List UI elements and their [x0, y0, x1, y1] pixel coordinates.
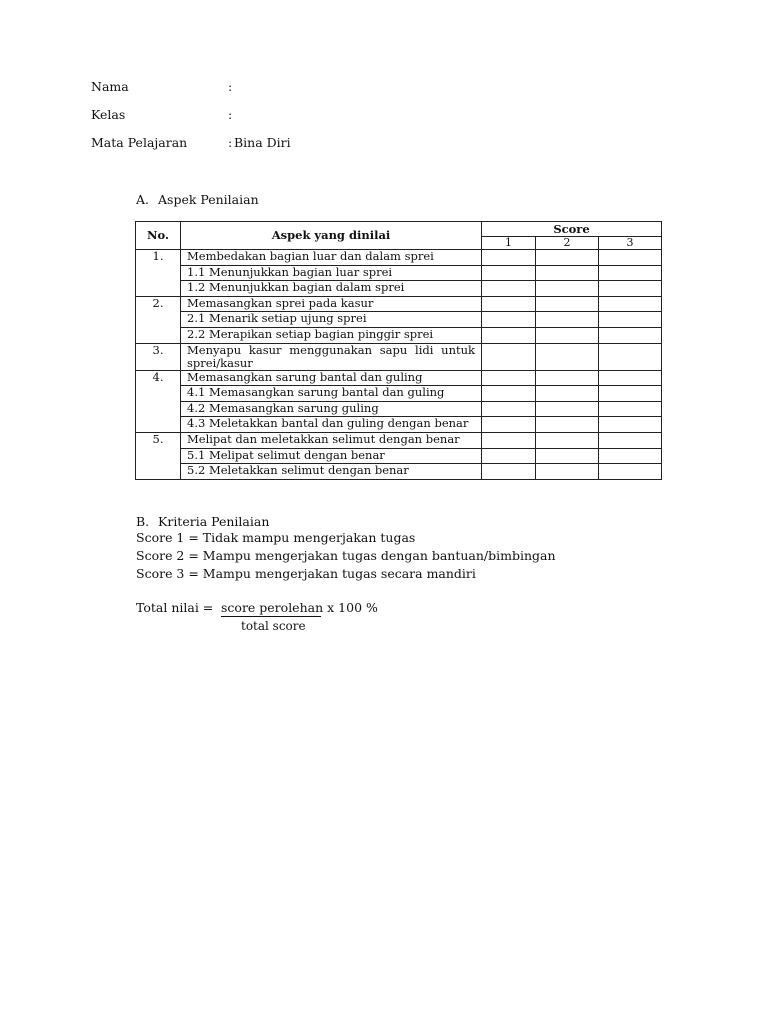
row-number: 1. — [136, 250, 181, 297]
score-2-cell[interactable] — [536, 386, 599, 402]
table-row — [136, 312, 662, 328]
score-3-cell[interactable] — [599, 265, 662, 281]
score-2-cell[interactable] — [536, 432, 599, 448]
table-row — [136, 386, 662, 402]
aspect-cell: Melipat dan meletakkan selimut dengan benar — [181, 432, 482, 448]
formula-numerator: score perolehan — [221, 600, 324, 615]
score-2-cell[interactable] — [536, 401, 599, 417]
header-score-3: 3 — [599, 237, 662, 250]
aspect-cell: 2.1 Menarik setiap ujung sprei — [181, 312, 482, 328]
score-3-cell[interactable] — [599, 386, 662, 402]
score-3-cell[interactable] — [599, 448, 662, 464]
score-2-cell[interactable] — [536, 296, 599, 312]
field-mata-pelajaran — [91, 135, 291, 151]
formula-multiplier: x 100 % — [327, 600, 378, 615]
field-kelas — [91, 107, 234, 123]
score-1-cell[interactable] — [482, 417, 536, 433]
table-row — [136, 265, 662, 281]
section-title: Aspek Penilaian — [158, 192, 259, 207]
field-nama — [91, 79, 234, 95]
score-3-cell[interactable] — [599, 432, 662, 448]
table-row — [136, 296, 662, 312]
section-a-heading — [136, 192, 259, 208]
score-1-cell[interactable] — [482, 250, 536, 266]
table-row — [136, 417, 662, 433]
score-1-cell[interactable] — [482, 281, 536, 297]
formula-denominator: total score — [241, 619, 306, 633]
table-row — [136, 401, 662, 417]
score-2-cell[interactable] — [536, 327, 599, 343]
table-row — [136, 370, 662, 386]
criteria-score-1: Score 1 = Tidak mampu mengerjakan tugas — [136, 530, 416, 545]
header-score-1: 1 — [482, 237, 536, 250]
score-1-cell[interactable] — [482, 386, 536, 402]
row-number: 4. — [136, 370, 181, 432]
criteria-score-2: Score 2 = Mampu mengerjakan tugas dengan bantuan/bimbingan — [136, 548, 556, 563]
formula-label: Total nilai = — [136, 600, 214, 615]
table-row — [136, 250, 662, 266]
criteria-score-3: Score 3 = Mampu mengerjakan tugas secara mandiri — [136, 566, 476, 581]
aspect-cell: 4.1 Memasangkan sarung bantal dan guling — [181, 386, 482, 402]
field-value: Bina Diri — [234, 135, 291, 150]
score-2-cell[interactable] — [536, 448, 599, 464]
aspect-cell: 5.2 Meletakkan selimut dengan benar — [181, 464, 482, 480]
formula-numerator-row — [221, 600, 378, 616]
score-2-cell[interactable] — [536, 250, 599, 266]
field-separator: : — [228, 79, 233, 94]
score-1-cell[interactable] — [482, 370, 536, 386]
score-3-cell[interactable] — [599, 250, 662, 266]
aspect-cell: Membedakan bagian luar dan dalam sprei — [181, 250, 482, 266]
score-3-cell[interactable] — [599, 343, 662, 370]
score-1-cell[interactable] — [482, 343, 536, 370]
table-row — [136, 343, 662, 370]
aspect-cell: 1.1 Menunjukkan bagian luar sprei — [181, 265, 482, 281]
row-number: 3. — [136, 343, 181, 370]
section-marker: B. — [136, 514, 150, 529]
score-2-cell[interactable] — [536, 417, 599, 433]
header-aspect: Aspek yang dinilai — [181, 222, 482, 250]
score-3-cell[interactable] — [599, 370, 662, 386]
table-body — [136, 250, 662, 480]
score-3-cell[interactable] — [599, 327, 662, 343]
table-row — [136, 432, 662, 448]
section-b-heading — [136, 514, 269, 530]
score-1-cell[interactable] — [482, 401, 536, 417]
aspect-cell: Memasangkan sprei pada kasur — [181, 296, 482, 312]
score-2-cell[interactable] — [536, 312, 599, 328]
score-1-cell[interactable] — [482, 432, 536, 448]
score-3-cell[interactable] — [599, 296, 662, 312]
table-row — [136, 448, 662, 464]
section-marker: A. — [136, 192, 150, 207]
aspect-cell: 4.3 Meletakkan bantal dan guling dengan benar — [181, 417, 482, 433]
aspect-cell: 1.2 Menunjukkan bagian dalam sprei — [181, 281, 482, 297]
aspect-cell: 4.2 Memasangkan sarung guling — [181, 401, 482, 417]
aspect-cell: Menyapu kasur menggunakan sapu lidi untuk sprei/kasur — [181, 343, 482, 370]
field-label: Kelas — [91, 107, 126, 122]
score-3-cell[interactable] — [599, 464, 662, 480]
aspect-cell: 2.2 Merapikan setiap bagian pinggir sprei — [181, 327, 482, 343]
section-title: Kriteria Penilaian — [158, 514, 270, 529]
field-separator: : — [228, 135, 233, 150]
header-score-2: 2 — [536, 237, 599, 250]
score-1-cell[interactable] — [482, 296, 536, 312]
score-1-cell[interactable] — [482, 265, 536, 281]
field-label: Nama — [91, 79, 129, 94]
header-no: No. — [136, 222, 181, 250]
assessment-table — [135, 221, 662, 480]
field-separator: : — [228, 107, 233, 122]
row-number: 5. — [136, 432, 181, 479]
score-2-cell[interactable] — [536, 281, 599, 297]
score-1-cell[interactable] — [482, 312, 536, 328]
aspect-cell: Memasangkan sarung bantal dan guling — [181, 370, 482, 386]
row-number: 2. — [136, 296, 181, 343]
score-3-cell[interactable] — [599, 281, 662, 297]
score-3-cell[interactable] — [599, 401, 662, 417]
score-2-cell[interactable] — [536, 464, 599, 480]
table-row — [136, 464, 662, 480]
score-1-cell[interactable] — [482, 464, 536, 480]
aspect-cell: 5.1 Melipat selimut dengan benar — [181, 448, 482, 464]
score-1-cell[interactable] — [482, 327, 536, 343]
header-score: Score — [482, 222, 662, 237]
score-2-cell[interactable] — [536, 370, 599, 386]
table-row — [136, 327, 662, 343]
table-row — [136, 281, 662, 297]
score-2-cell[interactable] — [536, 265, 599, 281]
score-3-cell[interactable] — [599, 417, 662, 433]
score-3-cell[interactable] — [599, 312, 662, 328]
score-1-cell[interactable] — [482, 448, 536, 464]
score-2-cell[interactable] — [536, 343, 599, 370]
fraction-bar — [221, 616, 321, 617]
field-label: Mata Pelajaran — [91, 135, 188, 150]
